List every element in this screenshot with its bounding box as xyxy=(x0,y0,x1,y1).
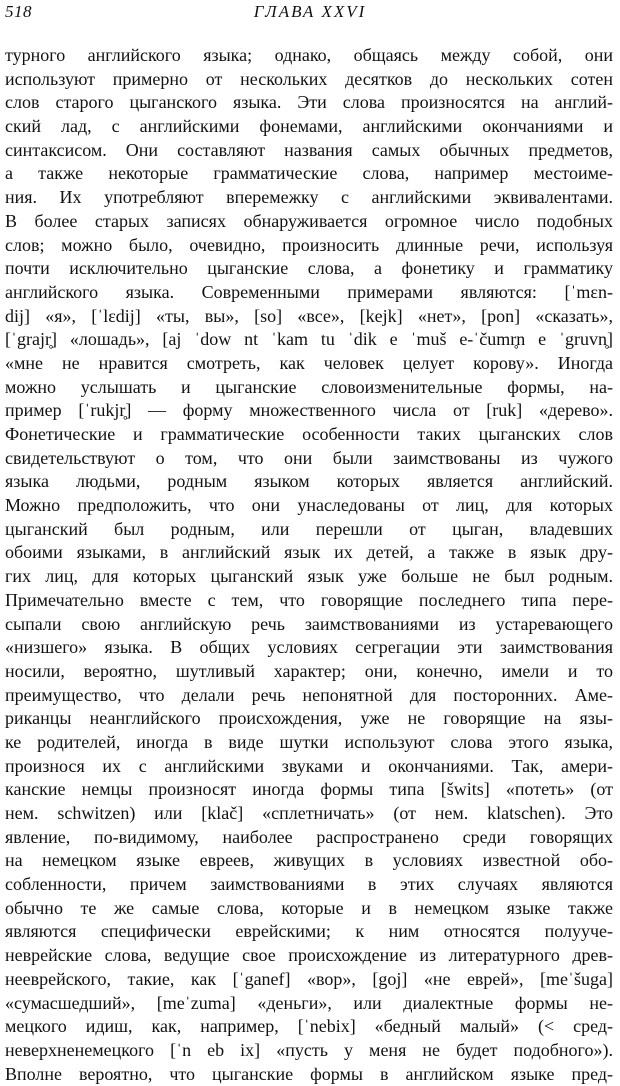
text-line: обоими языками, в английский язык их детей, а также в язык дру- xyxy=(5,542,613,563)
text-line: «мне не нравится смотреть, как человек целует корову». Иногда xyxy=(5,352,613,373)
text-line: неверхненемецкого [ˈn eb ix] «пусть у меня не будет подобного»). xyxy=(5,1039,613,1060)
text-line: Фонетические и грамматические особенности таких цыганских слов xyxy=(5,424,613,444)
text-line: цыганский был родным, или перешли от цыган, владевших xyxy=(5,518,613,539)
page-header xyxy=(0,0,620,30)
text-line: нем. schwitzen) или [klač] «сплетничать» (от нем. klatschen). Это xyxy=(5,803,613,823)
text-line: ния. Их употребляют вперемежку с английскими эквивалентами. xyxy=(5,187,613,208)
text-line: можно услышать и цыганские словоизменительные формы, на- xyxy=(5,376,613,397)
text-line: являются специфически еврейскими; к ним относятся полууче- xyxy=(5,921,613,942)
text-line: на немецком языке евреев, живущих в условиях известной обо- xyxy=(5,850,613,871)
text-line: «низшего» языка. В общих условиях сегрегации эти заимствования xyxy=(5,637,613,658)
text-line: гих лиц, для которых цыганский язык уже больше не был родным. xyxy=(5,566,613,587)
text-line: Вполне вероятно, что цыганские формы в английском языке пред- xyxy=(5,1063,613,1084)
text-line: неврейские слова, ведущие свое происхождение из литературного древ- xyxy=(5,945,613,966)
text-line: явление, по-видимому, наиболее распространено среди говорящих xyxy=(5,826,613,847)
text-line: ский лад, с английскими фонемами, английскими окончаниями и xyxy=(5,116,613,137)
text-line: используют примерно от нескольких десятков до нескольких сотен xyxy=(5,68,613,89)
text-line: риканцы неанглийского происхождения, уже не говорящие на язы- xyxy=(5,708,613,729)
body-text xyxy=(5,44,613,1086)
text-line: В более старых записях обнаруживается огромное число подобных xyxy=(5,210,613,231)
page-number: 518 xyxy=(5,2,32,21)
text-line: собленности, причем заимствованиями в этих случаях являются xyxy=(5,874,613,895)
text-line: «сумасшедший», [meˈzuma] «деньги», или диалектные формы не- xyxy=(5,992,613,1013)
text-line: турного английского языка; однако, общаясь между собой, они xyxy=(5,45,613,65)
text-line: синтаксисом. Они составляют названия самых обычных предметов, xyxy=(5,139,613,160)
text-line: языка людьми, родным языком которых является английский. xyxy=(5,471,613,492)
running-head: ГЛАВА XXVI xyxy=(253,2,367,21)
text-line: преимущество, что делали речь непонятной для посторонних. Аме- xyxy=(5,684,613,705)
text-line: носили, вероятно, шутливый характер; они, конечно, имели и то xyxy=(5,660,613,681)
text-line: слов старого цыганского языка. Эти слова произносятся на англий- xyxy=(5,92,613,113)
text-line: Можно предположить, что они унаследованы от лиц, для которых xyxy=(5,495,613,516)
text-line: а также некоторые грамматические слова, например местоиме- xyxy=(5,163,613,184)
text-line: английского языка. Современными примерами являются: [ˈmɛn- xyxy=(5,281,613,302)
text-line: обычно те же самые слова, которые и в немецком языке также xyxy=(5,897,613,918)
text-line: ке родителей, иногда в виде шутки используют слова этого языка, xyxy=(5,731,613,752)
text-line: канские немцы произносят иногда формы типа [šwits] «потеть» (от xyxy=(5,779,613,800)
text-line: нееврейского, такие, как [ˈganef] «вор», [goj] «не еврей», [meˈšuga] xyxy=(5,968,613,989)
text-line: мецкого идиш, как, например, [ˈnebix] «бедный малый» (< сред- xyxy=(5,1016,613,1037)
text-line: почти исключительно цыганские слова, а фонетику и грамматику xyxy=(5,258,613,279)
text-line: сыпали свою английскую речь заимствованиями из устаревающего xyxy=(5,613,613,634)
text-line: [ˈgrajr̥] «лошадь», [aj ˈdow nt ˈkam tu ˈdik e ˈmuš e-ˈčumr̥n e ˈgruvn̥] xyxy=(5,329,613,350)
text-line: свидетельствуют о том, что они были заимствованы из чужого xyxy=(5,447,613,468)
text-line: Примечательно вместе с тем, что говорящие последнего типа пере- xyxy=(5,589,613,610)
text-line: пример [ˈrukjr̥] — форму множественного числа от [ruk] «дерево». xyxy=(5,400,613,421)
text-line: dij] «я», [ˈlɛdij] «ты, вы», [so] «все», [kejk] «нет», [pon] «сказать», xyxy=(5,305,613,326)
text-line: слов; можно было, очевидно, произносить длинные речи, используя xyxy=(5,234,613,255)
text-line: произнося их с английскими звуками и окончаниями. Так, амери- xyxy=(5,755,613,776)
